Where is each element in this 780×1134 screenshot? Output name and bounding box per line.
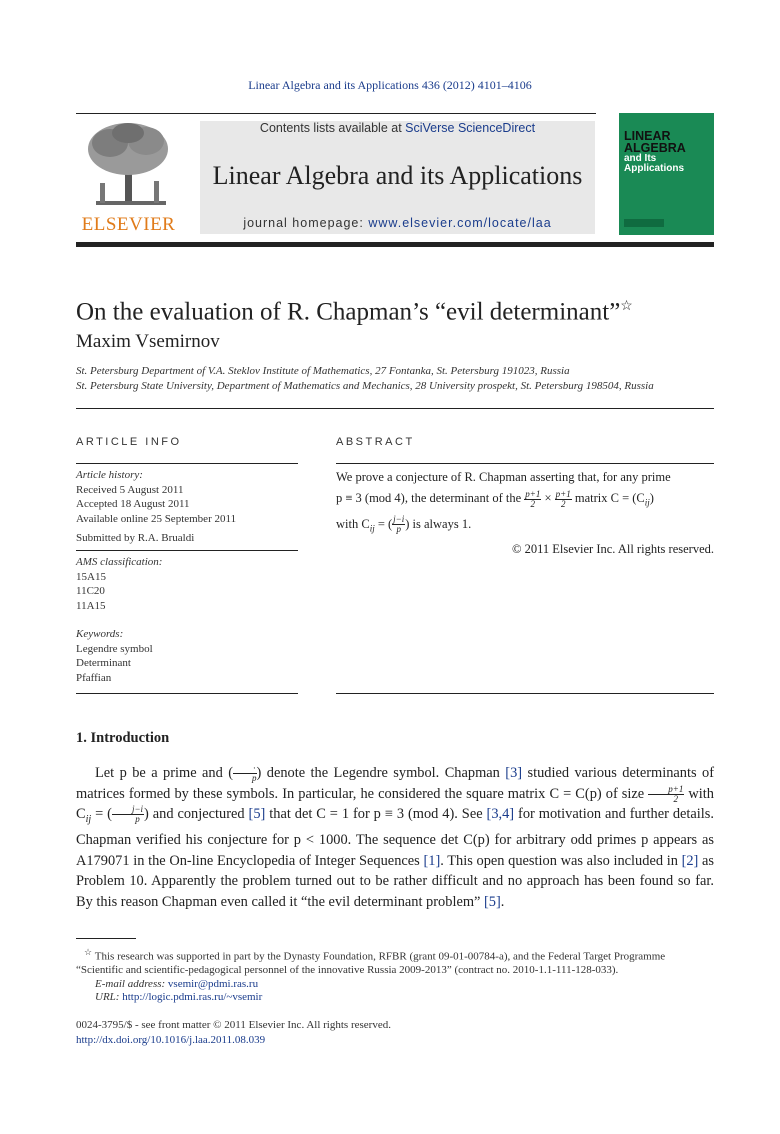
article-history: [76, 468, 236, 526]
intro-text: .: [500, 893, 505, 910]
keyword: Legendre symbol: [76, 642, 153, 655]
title-rule: [76, 408, 714, 409]
homepage-link[interactable]: www.elsevier.com/locate/laa: [368, 216, 552, 230]
legendre-symbol: $\frac{j-i}{p}$: [112, 805, 144, 824]
citation-link[interactable]: [3,4]: [486, 806, 515, 822]
history-label: Article history:: [76, 469, 143, 481]
abstract-body: [336, 467, 714, 560]
affiliation-1: St. Petersburg Department of V.A. Steklov Institute of Mathematics, 27 Fontanka, St. Petersburg 191023, Russia: [76, 365, 570, 377]
header-rule: [76, 113, 596, 114]
journal-reference-link[interactable]: Linear Algebra and its Applications 436 (2012) 4101–4106: [248, 78, 532, 92]
intro-text: and conjectured: [148, 806, 249, 822]
article-info-bottom-rule: [76, 693, 298, 694]
url-footnote: [76, 991, 714, 1005]
ams-label: AMS classification:: [76, 556, 163, 568]
citation-link[interactable]: [1]: [423, 852, 441, 869]
keywords: [76, 627, 153, 685]
email-label: E-mail address:: [95, 977, 168, 990]
footnote-rule: [76, 938, 136, 939]
contents-prefix: Contents lists available at: [259, 121, 406, 135]
abstract-line2: p ≡ 3 (mod 4), the determinant of the $\frac{p+1}{2}$ × $\frac{p+1}{2}$ matrix $C = (C_{ij})$: [336, 488, 654, 509]
abstract-rule: [336, 463, 714, 464]
article-info-label: ARTICLE INFO: [76, 436, 182, 448]
keywords-label: Keywords:: [76, 628, 124, 640]
abstract-bottom-rule: [336, 693, 714, 694]
funding-text: This research was supported in part by the Dynasty Foundation, RFBR (grant 09-01-00784-a), and the Federal Target Programme “Scientific and scientific-pedagogical personnel of the innovative Russia 2009-2013” (contract no. 2010-1.1-111-128-033).: [76, 950, 666, 977]
doi-link[interactable]: http://dx.doi.org/10.1016/j.laa.2011.08.039: [76, 1034, 266, 1046]
fraction-p-plus-1-over-2: $\frac{p+1}{2}$: [555, 488, 571, 509]
title-text: On the evaluation of R. Chapman’s “evil determinant”: [76, 298, 621, 326]
ams-code: 15A15: [76, 570, 106, 583]
issn-line: 0024-3795/$ - see front matter © 2011 Elsevier Inc. All rights reserved.: [76, 1019, 391, 1031]
legendre-symbol: $\frac{\cdot}{p}$: [233, 764, 257, 783]
article-title: [76, 298, 633, 326]
citation-link[interactable]: [2]: [681, 852, 699, 869]
homepage-prefix: journal homepage:: [243, 216, 369, 230]
ams-code: 11C20: [76, 585, 105, 597]
cover-title: [624, 131, 686, 174]
article-info-rule: [76, 463, 298, 464]
contents-line: [200, 121, 595, 135]
abstract-text: ): [649, 491, 654, 505]
fraction-p-plus-1-over-2: $\frac{p+1}{2}$: [525, 488, 541, 509]
intro-text: as Problem 10. Apparently the problem turned out to be rather difficult and no approach has been found so far. By this reason Chapman even called it “the evil determinant problem”: [76, 852, 715, 910]
abstract-text: p ≡ 3 (mod 4), the determinant of the: [336, 491, 525, 505]
elsevier-tree-icon: [76, 121, 181, 213]
introduction-paragraph: Let p be a prime and ( $\frac{\cdot}{p}$ ) denote the Legendre symbol. Chapman [3] studied various determinants of matrices formed by these symbols. In particular, he considered the square matrix C = C(p) of size $\frac{p+1}{2}$ with $C_{ij}$ = ( $\frac{j-i}{p}$ ) and conjectured [5] that det C = 1 for p ≡ 3 (mod 4). See [3,4] for motivation and further details. Chapman verified his conjecture for p < 1000. The sequence det C(p) for arbitrary odd primes p appears as A179071 in the On-line Encyclopedia of Integer Sequences [1]. This open question was also included in [2] as Problem 10. Apparently the problem turned out to be rather difficult and no approach has been found so far. By this reason Chapman even called it “the evil determinant problem” [5].: [76, 763, 715, 910]
abstract-text: with C: [336, 516, 370, 531]
intro-text: Let p be a prime and: [95, 765, 229, 781]
intro-text: for motivation and further details. Chapman verified his conjecture for p < 1000. The sequence det C(p) for arbitrary odd primes p appears as A179071 in the On-line Encyclopedia of Integer Sequences: [76, 806, 714, 869]
abstract-text: matrix C = (C: [571, 491, 645, 505]
elsevier-logo: [76, 121, 181, 236]
funding-footnote: [76, 946, 714, 978]
fraction-p-plus-1-over-2: $\frac{p+1}{2}$: [648, 785, 684, 804]
ams-classification: [76, 555, 162, 613]
cover-line1: LINEAR: [624, 129, 671, 143]
submitted-by: Submitted by R.A. Brualdi: [76, 532, 195, 544]
author-name: Maxim Vsemirnov: [76, 331, 220, 352]
email-footnote: [76, 978, 714, 992]
citation-link[interactable]: [5]: [248, 806, 266, 822]
front-matter: [76, 1018, 391, 1048]
homepage-line: [200, 216, 595, 230]
cover-line4: Applications: [624, 163, 685, 174]
cover-line2: ALGEBRA: [624, 140, 686, 155]
abstract-line3: with $C_{ij}$ = ( $\frac{j-i}{p}$ ) is always 1.: [336, 514, 472, 535]
citation-link[interactable]: [5]: [484, 893, 501, 910]
affiliation-2: St. Petersburg State University, Department of Mathematics and Mechanics, 28 University prospekt, St. Petersburg 198504, Russia: [76, 380, 654, 392]
submitted-rule: [76, 550, 298, 551]
thick-header-rule: [76, 242, 714, 247]
title-footnote-mark[interactable]: ☆: [620, 299, 633, 314]
homepage-url-link[interactable]: http://logic.pdmi.ras.ru/~vsemir: [122, 991, 263, 1004]
keyword: Determinant: [76, 657, 131, 669]
intro-text: studied various determinants of matrices formed by these symbols. In particular, he considered the square matrix C = C(p) of size: [76, 765, 715, 802]
sciencedirect-link[interactable]: SciVerse ScienceDirect: [405, 121, 536, 135]
intro-text: denote the Legendre symbol. Chapman: [261, 765, 506, 781]
email-link[interactable]: vsemir@pdmi.ras.ru: [167, 977, 259, 990]
journal-title: Linear Algebra and its Applications: [212, 161, 583, 190]
citation-link[interactable]: [3]: [505, 765, 523, 781]
intro-text: with C: [76, 785, 714, 822]
abstract-text: is always 1.: [409, 516, 472, 531]
received-date: Received 5 August 2011: [76, 483, 184, 496]
cover-line3: and Its: [624, 153, 657, 164]
elsevier-wordmark: ELSEVIER: [81, 214, 176, 235]
abstract-label: ABSTRACT: [336, 436, 415, 448]
footnotes: [76, 946, 714, 1005]
legendre-symbol: $\frac{j-i}{p}$: [393, 514, 405, 535]
journal-cover[interactable]: [619, 113, 714, 235]
url-label: URL:: [95, 991, 123, 1004]
footnote-mark: ☆: [84, 947, 93, 957]
intro-text: that det C = 1 for p ≡ 3 (mod 4). See: [265, 806, 487, 822]
intro-text: . This open question was also included in: [440, 852, 682, 869]
cover-label-box: [624, 219, 664, 227]
online-date: Available online 25 September 2011: [76, 512, 237, 525]
accepted-date: Accepted 18 August 2011: [76, 498, 190, 510]
ams-code: 11A15: [76, 599, 106, 612]
abstract-copyright: © 2011 Elsevier Inc. All rights reserved.: [511, 542, 714, 556]
journal-banner: [200, 121, 595, 234]
keyword: Pfaffian: [76, 671, 112, 684]
abstract-line1: We prove a conjecture of R. Chapman asserting that, for any prime: [336, 470, 671, 484]
section-heading: 1. Introduction: [76, 730, 170, 746]
